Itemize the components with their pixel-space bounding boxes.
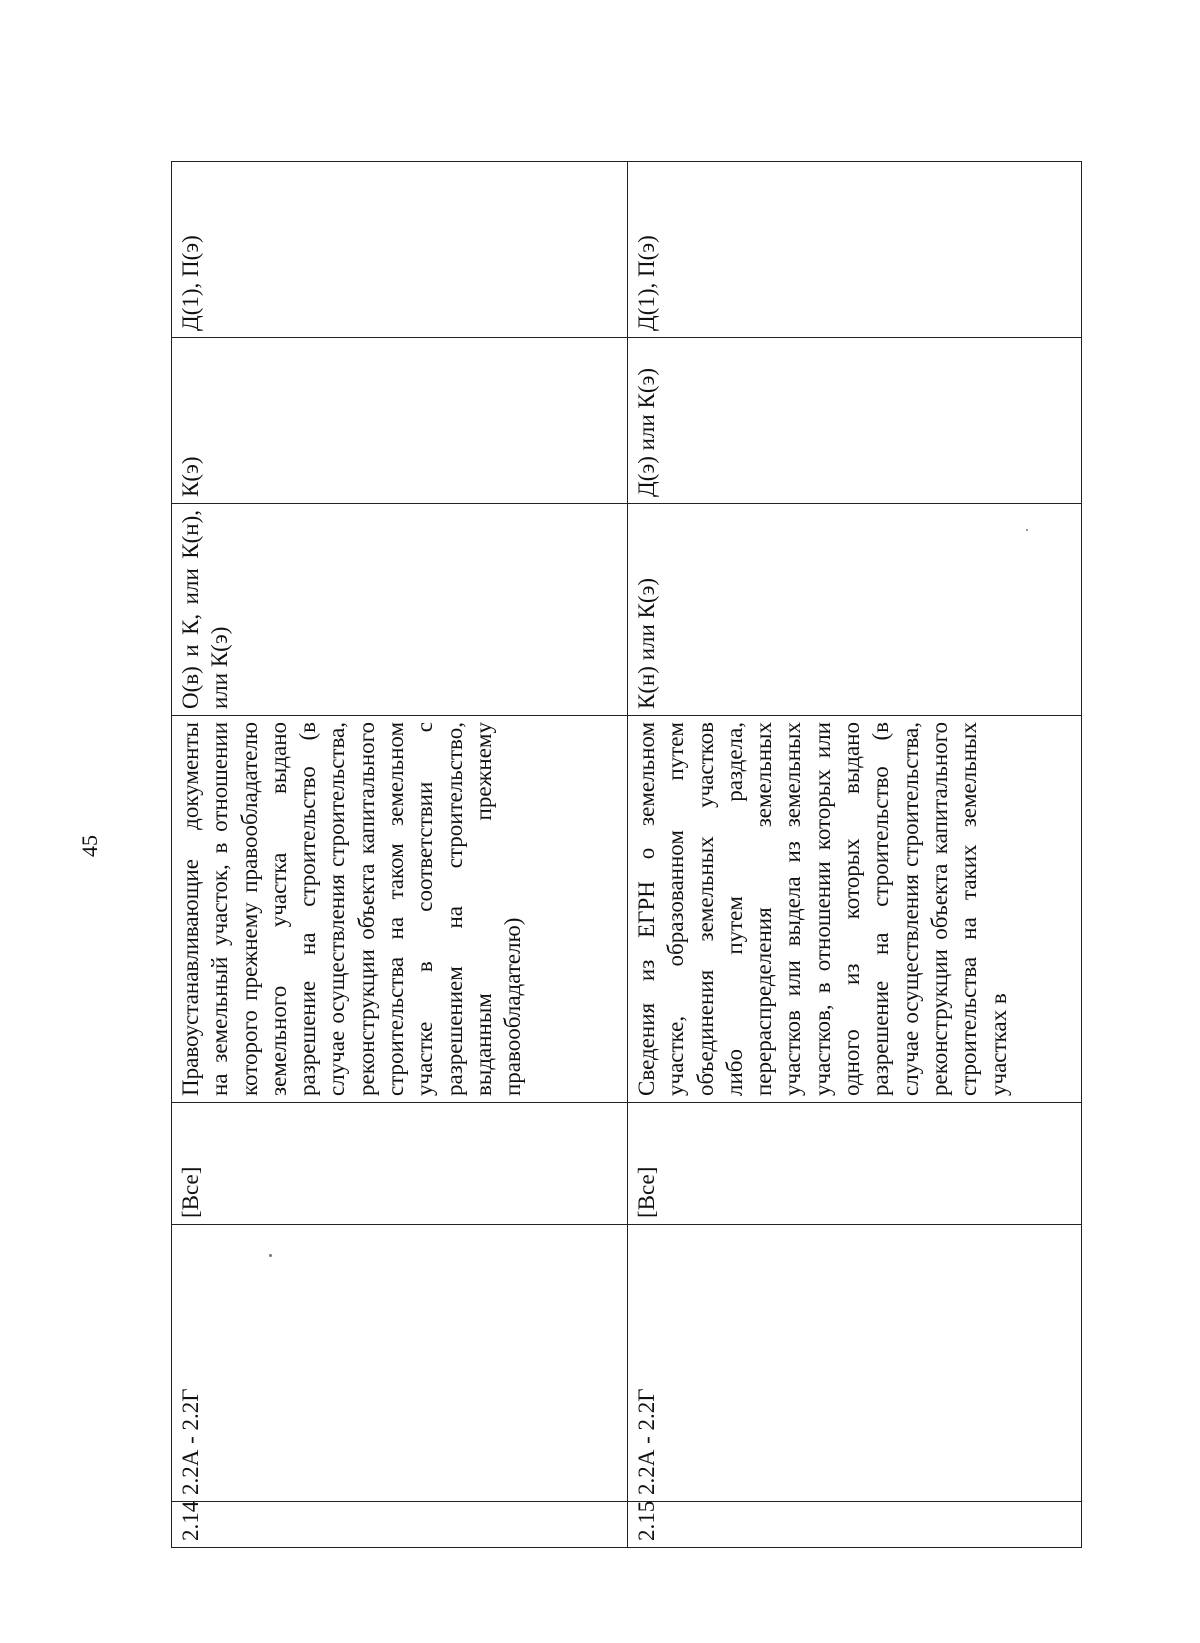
description: Правоустанавливающие документы на земельный участок, в отношении которого прежнему правообладателю земельного участка выдано разрешение на строительство (в случае осуществления строительства, реконструкции объекта капитального строительства на таком земельном участке в соответствии с разрешением на строительство, выданным прежнему правообладателю) [172,716,628,1103]
page-number: 45 [77,835,102,857]
rotated-table-container [171,162,1063,1548]
storage: Д(1), П(э) [628,162,1082,338]
format: К(э) [172,338,628,504]
scope: [Все] [172,1103,628,1225]
document-table [171,161,1082,1548]
code-range: 2.2А - 2.2Г [172,1225,628,1502]
source-condition: О(в) и К, или К(н), или К(э) [172,504,628,716]
row-number: 2.14 [172,1502,628,1548]
scan-speck [269,1254,272,1257]
description: Сведения из ЕГРН о земельном участке, образованном путем объединения земельных участков либо путем раздела, перераспределения земельных участков или выдела из земельных участков, в отношении которых или одного из которых выдано разрешение на строительство (в случае осуществления строительства, реконструкции объекта капитального строительства на таких земельных участках в [628,716,1082,1103]
code-range: 2.2А - 2.2Г [628,1225,1082,1502]
source-condition: К(н) или К(э) [628,504,1082,716]
format: Д(э) или К(э) [628,338,1082,504]
scan-speck [1026,529,1028,531]
row-number: 2.15 [628,1502,1082,1548]
scope: [Все] [628,1103,1082,1225]
storage: Д(1), П(э) [172,162,628,338]
table-row [172,162,628,1548]
table-row [628,162,1082,1548]
